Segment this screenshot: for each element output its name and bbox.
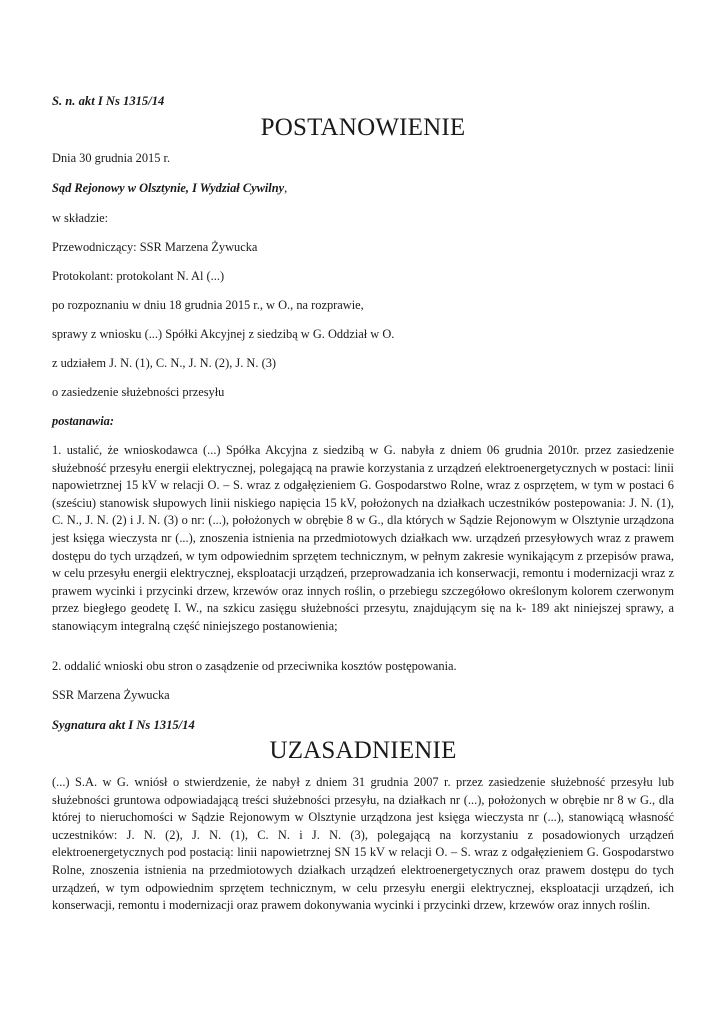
case-signature: Sygnatura akt I Ns 1315/14: [52, 718, 195, 732]
court-name-line: [52, 181, 287, 196]
court-name: Sąd Rejonowy w Olsztynie, I Wydział Cywilny: [52, 181, 285, 195]
court-name-suffix: ,: [284, 181, 288, 195]
signed-by: SSR Marzena Żywucka: [52, 688, 170, 702]
case-number: S. n. akt I Ns 1315/14: [52, 94, 165, 108]
document-title: POSTANOWIENIE: [260, 114, 466, 141]
presiding-judge: Przewodniczący: SSR Marzena Żywucka: [52, 240, 258, 254]
ruling-paragraph-2: 2. oddalić wnioski obu stron o zasądzenie od przeciwnika kosztów postępowania.: [52, 659, 457, 673]
hearing-info: po rozpoznaniu w dniu 18 grudnia 2015 r., w O., na rozprawie,: [52, 298, 364, 312]
decides-label: postanawia:: [52, 414, 114, 428]
justification-paragraph-1: (...) S.A. w G. wniósł o stwierdzenie, że nabył z dniem 31 grudnia 2007 r. przez zasiedzenie służebność przesyłu lub służebności gruntowa odpowiadającą treści służebności przesyłu, na działkach nr (...), położonych w obrębie nr 8 w G., dla której to nieruchomości w Sądzie Rejonowym w Olsztynie urządzona jest księga wieczysta nr (...), stanowiącą własność uczestników: J. N. (2), J. N. (1), C. N. i J. N. (3), polegającą na korzystaniu z posadowionych urządzeń elektroenergetycznych pod postacią: linii napowietrznej SN 15 kV w relacji O. – S. wraz z odgałęzieniem G. Gospodarstwo Rolne, znoszenia istnienia na przedmiotowych działkach urządzeń elektroenergetycznych oraz prawem dostępu do tych urządzeń, w tym odpowiednim sprzętem technicznym, w celu przesyłu energii elektrycznej, eksploatacji urządzeń, ich konserwacji, remontu i modernizacji oraz prawem dokonywania wycinki i przycinki drzew, krzewów oraz innych roślin.: [52, 775, 674, 913]
court-clerk: Protokolant: protokolant N. Al (...): [52, 269, 225, 283]
application-info: sprawy z wniosku (...) Spółki Akcyjnej z siedzibą w G. Oddział w O.: [52, 327, 395, 341]
composition-label: w składzie:: [52, 211, 109, 225]
justification-title: UZASADNIENIE: [269, 737, 457, 764]
ruling-paragraph-1: 1. ustalić, że wnioskodawca (...) Spółka Akcyjna z siedzibą w G. nabyła z dniem 06 grudnia 2010r. przez zasiedzenie służebność przesyłu energii elektrycznej, polegającą na prawie korzystania z urządzeń elektroenergetycznych w postaci: linii napowietrznej 15 kV w relacji O. – S. wraz z odgałęzieniem G. Gospodarstwo Rolne, wraz z osprzętem, w tym w postaci 6 (sześciu) stanowisk słupowych linii niskiego napięcia 15 kV, położonych na działkach uczestników postepowania: J. N. (1), C. N., J. N. (2) i J. N. (3) o nr: (...), położonych w obrębie 8 w G., dla których w Sądzie Rejonowym w Olsztynie urządzona jest księga wieczysta nr (...), znoszenia istnienia na przedmiotowych działkach ww. urządzeń przesyłowych wraz z prawem dostępu do tych urządzeń, w tym odpowiednim sprzętem technicznym, w pełnym zakresie wynikającym z przepisów prawa, w celu przesyłu energii elektrycznej, eksploatacji urządzeń, przeprowadzania ich konserwacji, remontu i modernizacji wraz z prawem wycinki i przycinki drzew, krzewów oraz innych roślin, o przebiegu szczegółowo określonym kolorem czerwonym przez biegłego geodetę I. W., na szkicu zasięgu służebności przesytu, znajdującym się na k- 189 akt niniejszej sprawy, a stanowiącym integralną część niniejszego postanowienia;: [52, 443, 674, 633]
decision-date: Dnia 30 grudnia 2015 r.: [52, 151, 171, 165]
case-subject: o zasiedzenie służebności przesyłu: [52, 385, 225, 399]
participants-info: z udziałem J. N. (1), C. N., J. N. (2), J. N. (3): [52, 356, 277, 370]
